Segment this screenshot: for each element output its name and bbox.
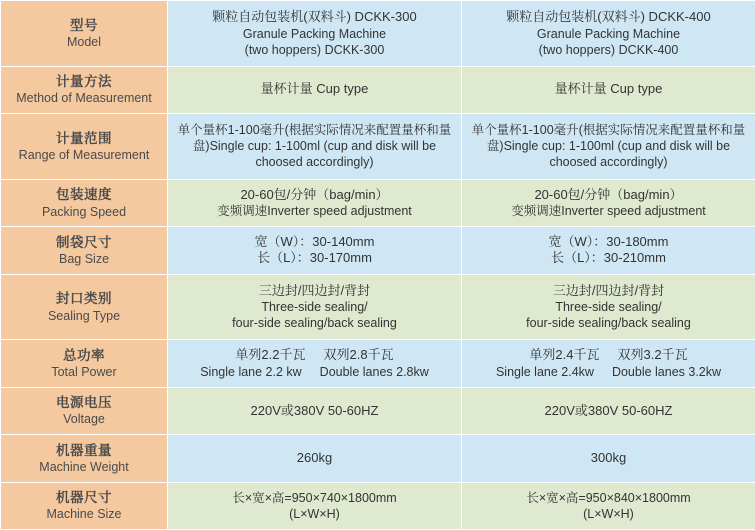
table-row [1,227,755,274]
cell-sealing-dckk400 [462,274,755,340]
cell-line: 宽（W）：30-180mm [548,233,669,249]
cell-power-dckk400 [462,340,755,387]
cell-model-dckk300 [168,1,462,67]
cell-size-dckk300 [168,482,462,529]
cell-line: 颗粒自动包装机(双料斗) DCKK-300 [212,8,417,24]
table-row [1,340,755,387]
cell-line: Double lanes 2.8kw [319,364,429,379]
cell-voltage-dckk300 [168,387,462,434]
cell-line: Single lane 2.4kw [495,364,594,379]
cell-line: four-side sealing/back sealing [232,316,397,331]
row-label-machine-size [1,482,168,529]
cell-line: 220V或380V 50-60HZ [250,402,379,418]
row-label-bag-size [1,227,168,274]
cell-line: 220V或380V 50-60HZ [544,402,673,418]
label-cn: 总功率 [63,347,105,363]
cell-weight-dckk300 [168,435,462,482]
table-row [1,114,755,180]
cell-power-dckk300 [168,340,462,387]
cell-speed-dckk400 [462,179,755,226]
cell-line: Single lane 2.2 kw [200,364,302,379]
cell-line: 宽（W）：30-140mm [254,233,375,249]
cell-line: (L×W×H) [289,506,340,521]
row-label-machine-weight [1,435,168,482]
cell-line: 单列2.2千瓦 [235,347,306,363]
cell-line: 三边封/四边封/背封 [552,282,665,298]
cell-bagsize-dckk400 [462,227,755,274]
cell-line: 260kg [296,449,333,465]
label-en: Packing Speed [41,204,127,219]
label-en: Model [66,34,102,49]
cell-line: 颗粒自动包装机(双料斗) DCKK-400 [506,8,711,24]
cell-line: four-side sealing/back sealing [526,316,691,331]
cell-line: Double lanes 3.2kw [611,364,722,379]
cell-line: 单个量杯1-100毫升(根据实际情况来配置量杯和量盘)Single cup: 1-100ml (cup and disk will be choosed accordingly) [471,122,746,170]
cell-line: 量杯计量 Cup type [260,81,369,97]
cell-line: 双列3.2千瓦 [617,347,688,363]
row-label-packing-speed [1,179,168,226]
row-label-range-of-measurement [1,114,168,180]
table-row [1,1,755,67]
label-cn: 计量范围 [56,130,112,146]
cell-line: 双列2.8千瓦 [323,347,394,363]
cell-line: 量杯计量 Cup type [554,81,663,97]
cell-method-dckk400 [462,66,755,113]
cell-method-dckk300 [168,66,462,113]
label-cn: 包装速度 [56,187,112,203]
cell-line: 长（L）：30-210mm [551,250,666,266]
table-row [1,66,755,113]
cell-line: Granule Packing Machine [242,26,387,41]
cell-line: 长×宽×高=950×740×1800mm [232,490,397,505]
table-row [1,482,755,529]
cell-line: 20-60包/分钟（bag/min） [534,186,683,202]
label-en: Machine Weight [39,459,129,474]
cell-line: 三边封/四边封/背封 [258,282,371,298]
cell-speed-dckk300 [168,179,462,226]
cell-line: Three-side sealing/ [555,300,662,315]
label-en: Machine Size [46,507,122,522]
table-row [1,274,755,340]
cell-line: (L×W×H) [583,506,634,521]
row-label-method-of-measurement [1,66,168,113]
cell-line: (two hoppers) DCKK-300 [244,42,385,57]
cell-line: (two hoppers) DCKK-400 [538,42,679,57]
label-cn: 型号 [70,17,98,33]
label-cn: 计量方法 [56,74,112,90]
cell-line: 单列2.4千瓦 [529,347,600,363]
label-cn: 机器尺寸 [56,490,112,506]
row-label-total-power [1,340,168,387]
cell-weight-dckk400 [462,435,755,482]
cell-range-dckk400 [462,114,755,180]
cell-line: 20-60包/分钟（bag/min） [240,186,389,202]
row-label-sealing-type [1,274,168,340]
label-en: Range of Measurement [18,147,150,162]
cell-line: 长×宽×高=950×840×1800mm [526,490,691,505]
cell-sealing-dckk300 [168,274,462,340]
cell-size-dckk400 [462,482,755,529]
label-en: Voltage [63,412,105,427]
table-row [1,435,755,482]
cell-line: 长（L）：30-170mm [257,250,372,266]
label-en: Total Power [51,365,117,380]
cell-line: 300kg [590,449,627,465]
row-label-voltage [1,387,168,434]
cell-line: 单个量杯1-100毫升(根据实际情况来配置量杯和量盘)Single cup: 1-100ml (cup and disk will be choosed accordingly) [177,122,452,170]
cell-voltage-dckk400 [462,387,755,434]
cell-line: Granule Packing Machine [536,26,681,41]
cell-bagsize-dckk300 [168,227,462,274]
label-cn: 电源电压 [56,395,112,411]
row-label-model [1,1,168,67]
cell-model-dckk400 [462,1,755,67]
table-row [1,387,755,434]
cell-line: 变频调速Inverter speed adjustment [511,204,706,219]
label-en: Bag Size [58,252,110,267]
label-cn: 机器重量 [56,442,112,458]
cell-line: 变频调速Inverter speed adjustment [217,204,412,219]
label-en: Method of Measurement [16,91,152,106]
label-cn: 制袋尺寸 [56,234,112,250]
table-row [1,179,755,226]
cell-range-dckk300 [168,114,462,180]
cell-line: Three-side sealing/ [261,300,368,315]
label-cn: 封口类别 [56,291,112,307]
label-en: Sealing Type [47,308,121,323]
